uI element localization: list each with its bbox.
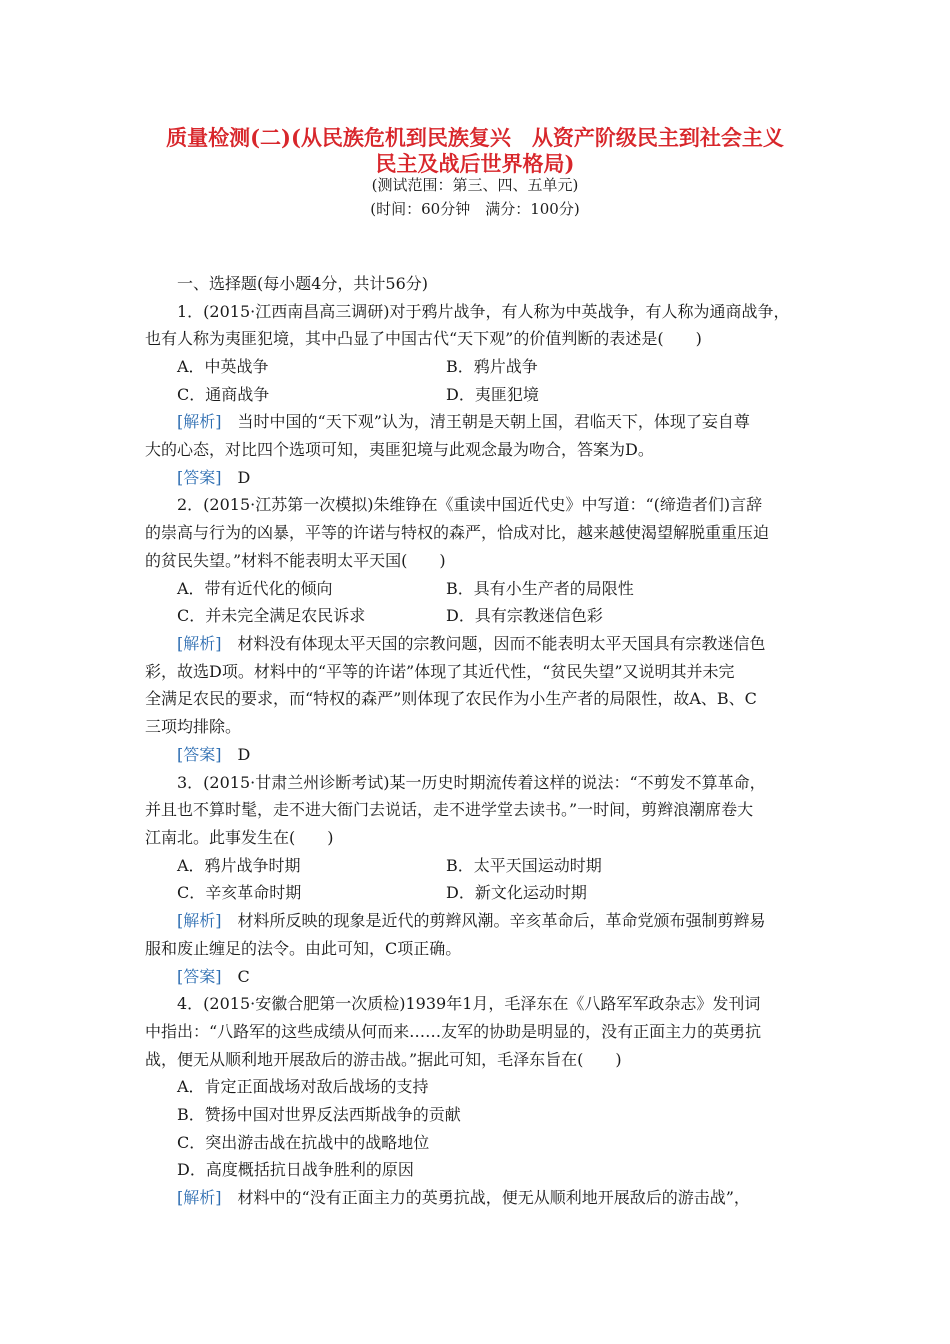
question-stem: 3．(2015·甘肃兰州诊断考试)某一历史时期流传着这样的说法：“不剪发不算革命， [177,773,766,792]
option-b: B．赞扬中国对世界反法西斯战争的贡献 [177,1105,461,1124]
analysis-text: 彩，故选D项。材料中的“平等的许诺”体现了其近代性，“贫民失望”又说明其并未完 [145,662,735,681]
question-stem: 江南北。此事发生在( ) [145,828,334,847]
option-d: D．高度概括抗日战争胜利的原因 [177,1160,414,1179]
option-b: B．太平天国运动时期 [446,856,602,875]
option-c: C．通商战争 [177,385,270,404]
analysis-text: 材料没有体现太平天国的宗教问题，因而不能表明太平天国具有宗教迷信色 [237,634,766,653]
answer-value: D [237,468,251,487]
answer-value: D [237,745,251,764]
analysis-label: [解析] [177,1188,222,1207]
option-b: B．具有小生产者的局限性 [446,579,634,598]
analysis-text: 当时中国的“天下观”认为，清王朝是天朝上国，君临天下，体现了妄自尊 [237,412,750,431]
question-stem: 也有人称为夷匪犯境，其中凸显了中国古代“天下观”的价值判断的表述是( ) [145,329,702,348]
option-d: D．具有宗教迷信色彩 [446,606,603,625]
answer-label: [答案] [177,468,222,487]
question-stem: 的崇高与行为的凶暴，平等的许诺与特权的森严，恰成对比，越来越使渴望解脱重重压迫 [145,523,770,542]
title-line-2: 民主及战后世界格局) [375,151,575,176]
analysis-text: 全满足农民的要求，而“特权的森严”则体现了农民作为小生产者的局限性，故A、B、C [145,689,757,708]
question-stem: 的贫民失望。”材料不能表明太平天国( ) [145,551,446,570]
analysis-label: [解析] [177,634,222,653]
question-stem: 4．(2015·安徽合肥第一次质检)1939年1月，毛泽东在《八路军军政杂志》发刊词 [177,994,761,1013]
analysis-label: [解析] [177,412,222,431]
title-line-1: 质量检测(二)(从民族危机到民族复兴 从资产阶级民主到社会主义 [166,125,784,150]
option-a: A．中英战争 [177,357,269,376]
question-stem: 1．(2015·江西南昌高三调研)对于鸦片战争，有人称为中英战争，有人称为通商战争， [177,302,790,321]
answer [177,744,250,766]
option-d: D．夷匪犯境 [446,385,539,404]
option-c: C．突出游击战在抗战中的战略地位 [177,1133,430,1152]
question-stem: 2．(2015·江苏第一次模拟)朱维铮在《重读中国近代史》中写道：“(缔造者们)言辞 [177,495,763,514]
answer-value: C [237,967,250,986]
analysis-label: [解析] [177,911,222,930]
answer-label: [答案] [177,967,222,986]
option-d: D．新文化运动时期 [446,883,587,902]
question-stem: 战，便无从顺利地开展敌后的游击战。”据此可知，毛泽东旨在( ) [145,1050,622,1069]
time-score: (时间：60分钟 满分：100分) [370,200,580,218]
option-a: A．带有近代化的倾向 [177,579,333,598]
option-c: C．并未完全满足农民诉求 [177,606,366,625]
question-stem: 中指出：“八路军的这些成绩从何而来……友军的协助是明显的，没有正面主力的英勇抗 [145,1022,762,1041]
analysis-text: 服和废止缠足的法令。由此可知，C项正确。 [145,939,462,958]
option-a: A．肯定正面战场对敌后战场的支持 [177,1077,429,1096]
question-stem: 并且也不算时髦，走不进大衙门去说话，走不进学堂去读书。”一时间，剪辫浪潮席卷大 [145,800,754,819]
answer [177,966,250,988]
answer [177,467,250,489]
analysis [177,633,766,655]
answer-label: [答案] [177,745,222,764]
analysis [177,1187,750,1209]
analysis-text: 材料所反映的现象是近代的剪辫风潮。辛亥革命后，革命党颁布强制剪辫易 [237,911,766,930]
section-heading: 一、选择题(每小题4分，共计56分) [177,274,429,293]
option-a: A．鸦片战争时期 [177,856,301,875]
option-c: C．辛亥革命时期 [177,883,302,902]
analysis-text: 大的心态，对比四个选项可知，夷匪犯境与此观念最为吻合，答案为D。 [145,440,654,459]
test-scope: (测试范围：第三、四、五单元) [371,176,579,194]
option-b: B．鸦片战争 [446,357,538,376]
analysis-text: 材料中的“没有正面主力的英勇抗战，便无从顺利地开展敌后的游击战”， [237,1188,750,1207]
analysis-text: 三项均排除。 [145,717,242,736]
analysis [177,910,766,932]
analysis [177,411,750,433]
